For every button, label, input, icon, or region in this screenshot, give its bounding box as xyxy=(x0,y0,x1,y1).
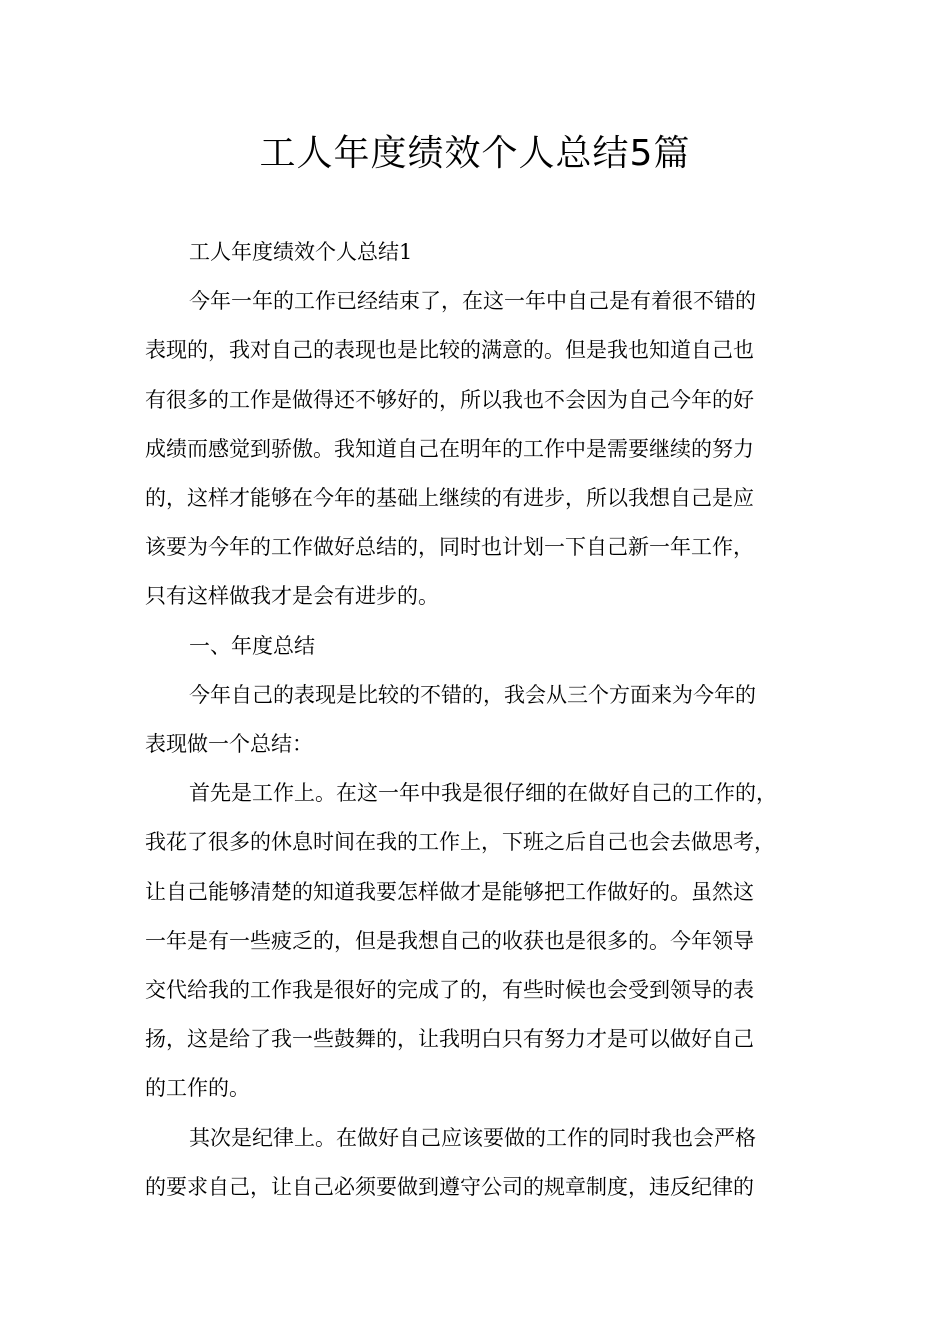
body-line: 表现做一个总结： xyxy=(145,732,313,757)
body-line: 表现的，我对自己的表现也是比较的满意的。但是我也知道自己也 xyxy=(145,338,754,363)
body-line: 今年一年的工作已经结束了，在这一年中自己是有着很不错的 xyxy=(189,289,756,314)
body-line: 让自己能够清楚的知道我要怎样做才是能够把工作做好的。虽然这 xyxy=(145,879,754,904)
body-line: 交代给我的工作我是很好的完成了的，有些时候也会受到领导的表 xyxy=(145,978,754,1003)
body-line: 扬，这是给了我一些鼓舞的，让我明白只有努力才是可以做好自己 xyxy=(145,1027,754,1052)
body-line: 一、年度总结 xyxy=(189,633,315,658)
body-line: 该要为今年的工作做好总结的，同时也计划一下自己新一年工作， xyxy=(145,535,754,560)
body-line: 其次是纪律上。在做好自己应该要做的工作的同时我也会严格 xyxy=(189,1125,756,1150)
document-title: 工人年度绩效个人总结5篇 xyxy=(259,133,691,174)
body-line: 有很多的工作是做得还不够好的，所以我也不会因为自己今年的好 xyxy=(145,387,754,412)
body-line: 首先是工作上。在这一年中我是很仔细的在做好自己的工作的， xyxy=(189,781,777,806)
body-line: 成绩而感觉到骄傲。我知道自己在明年的工作中是需要继续的努力 xyxy=(145,436,754,461)
body-line: 工人年度绩效个人总结1 xyxy=(189,240,413,264)
document-body xyxy=(145,228,810,1212)
body-line: 只有这样做我才是会有进步的。 xyxy=(145,584,439,609)
body-line: 的要求自己，让自己必须要做到遵守公司的规章制度，违反纪律的 xyxy=(145,1174,754,1199)
body-line: 的，这样才能够在今年的基础上继续的有进步，所以我想自己是应 xyxy=(145,486,754,511)
body-line: 一年是有一些疲乏的，但是我想自己的收获也是很多的。今年领导 xyxy=(145,928,754,953)
body-line: 今年自己的表现是比较的不错的，我会从三个方面来为今年的 xyxy=(189,682,756,707)
body-line: 我花了很多的休息时间在我的工作上，下班之后自己也会去做思考， xyxy=(145,830,775,855)
body-line: 的工作的。 xyxy=(145,1076,250,1101)
